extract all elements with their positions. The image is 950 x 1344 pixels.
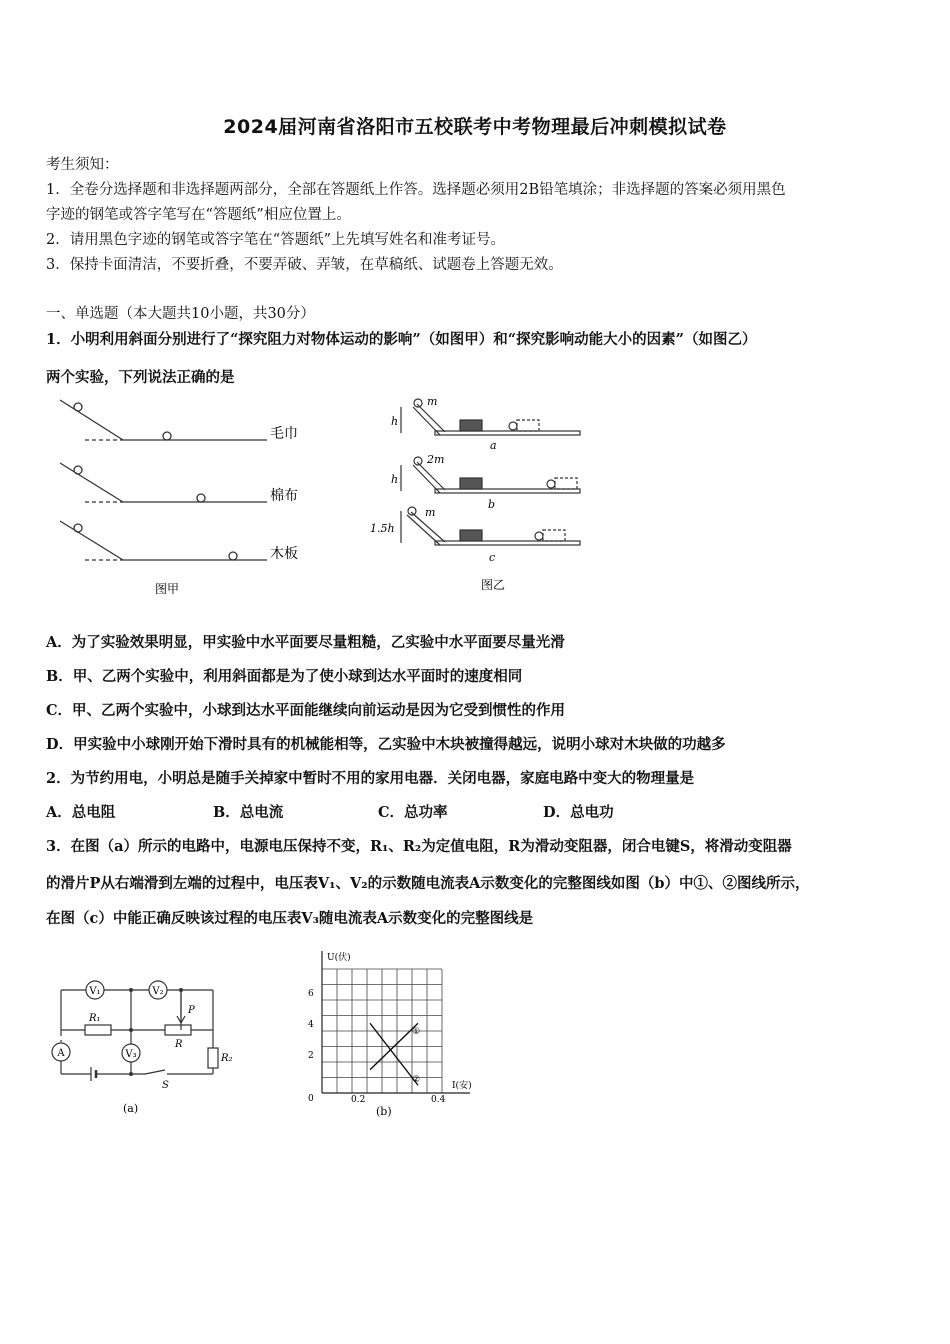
origin-label: 0: [308, 1094, 314, 1104]
notice-item: 字迹的钢笔或答字笔写在“答题纸”相应位置上。: [46, 207, 351, 223]
circuit-caption: (a): [123, 1102, 139, 1115]
y-tick-label: 4: [308, 1020, 314, 1030]
x-tick-label: 0.2: [351, 1095, 366, 1105]
q2-option-d: D．总电功: [543, 804, 614, 821]
height-label-c: 1.5h: [370, 522, 395, 535]
y-tick-label: 6: [308, 989, 314, 999]
row-tag-c: c: [489, 551, 496, 564]
q2-option-a: A．总电阻: [46, 804, 116, 821]
y-tick-label: 2: [308, 1051, 314, 1061]
q2-option-b: B．总电流: [213, 804, 284, 821]
surface-label-board: 木板: [270, 546, 298, 562]
x-tick-label: 0.4: [431, 1095, 446, 1105]
graph-line-2: [370, 1023, 421, 1085]
resistor-label-r2: R₂: [221, 1053, 233, 1064]
notice-item: 2．请用黑色字迹的钢笔或答字笔在“答题纸”上先填写姓名和准考证号。: [46, 232, 506, 248]
q1-option-a: A．为了实验效果明显，甲实验中水平面要尽量粗糙，乙实验中水平面要尽量光滑: [46, 634, 565, 651]
notice-item: 1．全卷分选择题和非选择题两部分，全部在答题纸上作答。选择题必须用2B铅笔填涂；非选择题的答案必须用黑色: [46, 182, 786, 198]
meter-label-v1: V₁: [89, 986, 101, 997]
page-title: 2024届河南省洛阳市五校联考中考物理最后冲刺模拟试卷: [223, 116, 727, 138]
section-heading: 一、单选题（本大题共10小题，共30分）: [46, 306, 315, 322]
y-axis-label: U(伏): [327, 953, 351, 963]
surface-label-towel: 毛巾: [270, 426, 298, 442]
height-label-b: h: [391, 473, 399, 486]
q2-option-c: C．总功率: [378, 804, 448, 821]
graph-grid: [322, 969, 442, 1093]
slider-label-p: P: [188, 1005, 195, 1016]
q1-stem-line2: 两个实验，下列说法正确的是: [46, 369, 235, 386]
q1-option-c: C．甲、乙两个实验中，小球到达水平面能继续向前运动是因为它受到惯性的作用: [46, 702, 566, 719]
graph-caption: (b): [376, 1105, 392, 1118]
row-tag-b: b: [488, 498, 496, 511]
figure-yi: [365, 393, 590, 598]
figure-circuit: [45, 970, 245, 1120]
meter-label-v2: V₂: [152, 986, 164, 997]
resistor-label-r: R: [175, 1039, 183, 1050]
q1-option-b: B．甲、乙两个实验中，利用斜面都是为了使小球到达水平面时的速度相同: [46, 668, 523, 685]
surface-label-cotton: 棉布: [270, 488, 298, 504]
mass-label-a: m: [427, 395, 438, 408]
x-axis-label: I(安): [452, 1081, 472, 1091]
figure-jia-caption: 图甲: [155, 582, 180, 596]
q3-stem-line2: 的滑片P从右端滑到左端的过程中，电压表V₁、V₂的示数随电流表A示数变化的完整图线如图（b）中①、②图线所示，: [46, 875, 810, 892]
resistor-label-r1: R₁: [89, 1013, 101, 1024]
figure-yi-caption: 图乙: [481, 578, 506, 592]
q1-option-d: D．甲实验中小球刚开始下滑时具有的机械能相等，乙实验中木块被撞得越远，说明小球对木块做的功越多: [46, 736, 726, 753]
mass-label-b: 2m: [427, 453, 445, 466]
meter-label-a: A: [57, 1048, 65, 1059]
q2-stem: 2．为节约用电，小明总是随手关掉家中暂时不用的家用电器．关闭电器，家庭电路中变大的物理量是: [46, 770, 695, 787]
mass-label-c: m: [425, 506, 436, 519]
height-label-a: h: [391, 415, 399, 428]
switch-label-s: S: [162, 1080, 169, 1091]
notice-heading: 考生须知：: [46, 157, 119, 173]
notice-item: 3．保持卡面清洁，不要折叠，不要弄破、弄皱，在草稿纸、试题卷上答题无效。: [46, 257, 563, 273]
line-label-1: ①: [412, 1027, 421, 1037]
q1-stem-line1: 1．小明利用斜面分别进行了“探究阻力对物体运动的影响”（如图甲）和“探究影响动能大小的因素”（如图乙）: [46, 331, 757, 348]
line-label-2: ②: [412, 1075, 421, 1085]
q3-stem-line1: 3．在图（a）所示的电路中，电源电压保持不变，R₁、R₂为定值电阻，R为滑动变阻器，闭合电键S，将滑动变阻器: [46, 838, 792, 855]
figure-graph: [300, 945, 490, 1120]
q3-stem-line3: 在图（c）中能正确反映该过程的电压表V₃随电流表A示数变化的完整图线是: [46, 910, 534, 927]
meter-label-v3: V₃: [125, 1049, 137, 1060]
figure-jia: [55, 395, 315, 600]
row-tag-a: a: [490, 439, 497, 452]
